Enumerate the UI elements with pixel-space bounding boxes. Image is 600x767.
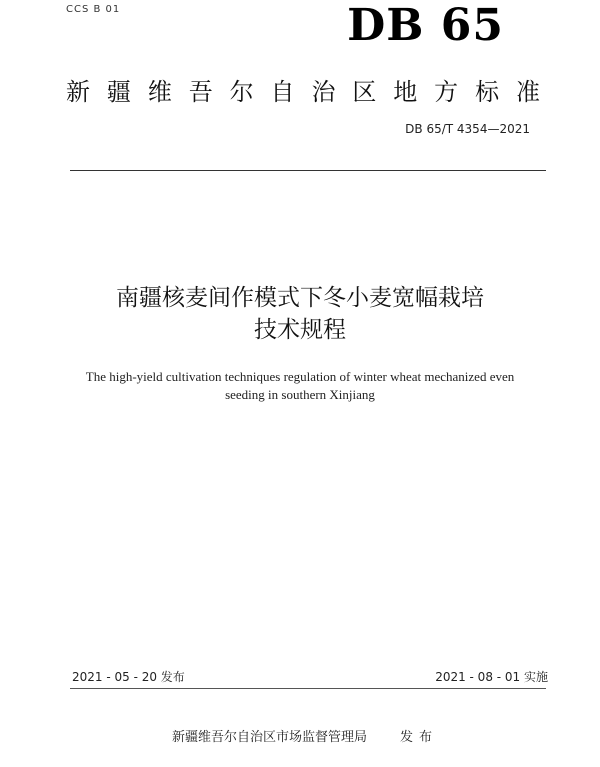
standard-number: DB 65/T 4354—2021 <box>405 122 530 136</box>
chinese-title <box>0 282 600 346</box>
std-title-char: 吾 <box>188 78 213 106</box>
issue-label: 发布 <box>400 730 439 745</box>
std-title-char: 新 <box>66 78 90 106</box>
english-title-line1: The high-yield cultivation techniques regulation of winter wheat mechanized even <box>85 369 515 384</box>
english-title <box>60 368 540 404</box>
english-title-line2: seeding in southern Xinjiang <box>225 387 375 402</box>
std-title-char: 疆 <box>106 78 131 106</box>
chinese-title-line2: 技术规程 <box>254 317 346 343</box>
std-title-char: 治 <box>311 78 336 106</box>
std-title-char: 自 <box>270 78 295 106</box>
footer-divider <box>70 688 546 689</box>
std-title-char: 地 <box>393 78 418 106</box>
chinese-title-line1: 南疆核麦间作模式下冬小麦宽幅栽培 <box>116 285 484 311</box>
std-title-char: 尔 <box>229 78 254 106</box>
std-title-char: 准 <box>515 78 540 106</box>
ccs-code: CCS B 01 <box>66 4 121 15</box>
std-title-char: 标 <box>475 78 500 106</box>
std-title-char: 方 <box>434 78 459 106</box>
std-title-char: 维 <box>147 78 172 106</box>
publish-date: 2021 - 05 - 20 发布 <box>72 670 185 684</box>
db-mark: DB 65 <box>347 0 504 51</box>
standard-type-title <box>66 72 540 107</box>
issuing-authority: 新疆维吾尔自治区市场监督管理局 <box>172 730 368 745</box>
implement-date: 2021 - 08 - 01 实施 <box>435 670 548 684</box>
header-divider <box>70 170 546 171</box>
std-title-char: 区 <box>352 78 377 106</box>
